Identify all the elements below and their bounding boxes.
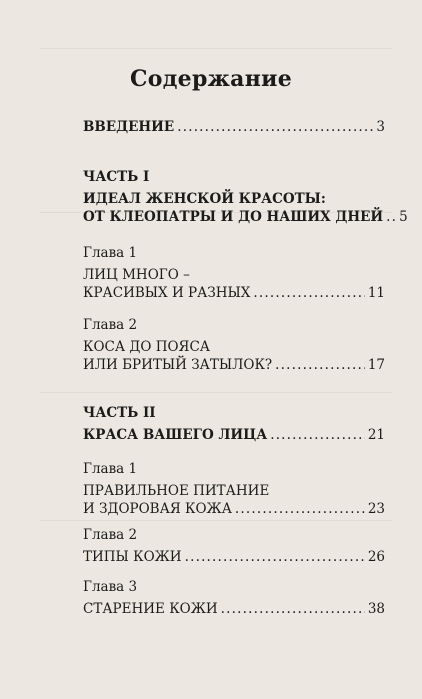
page-number: 11	[367, 285, 385, 301]
toc-line	[83, 284, 385, 302]
toc-title-line: И ЗДОРОВАЯ КОЖА	[83, 501, 232, 517]
toc-entry-introduction	[83, 118, 385, 136]
toc-title-line: ТИПЫ КОЖИ	[83, 549, 182, 565]
toc-entry-part-2	[83, 404, 385, 444]
toc-entry-part-2-chapter-1	[83, 460, 385, 518]
toc-title-line: ВВЕДЕНИЕ	[83, 119, 175, 135]
toc-entry-part-2-chapter-3	[83, 578, 385, 618]
page-number: 21	[367, 427, 385, 443]
chapter-label: Глава 1	[83, 245, 138, 261]
page-number: 17	[367, 357, 385, 373]
part-label: ЧАСТЬ I	[83, 169, 150, 185]
page-number: 3	[376, 119, 385, 135]
toc-title-line: ПРАВИЛЬНОЕ ПИТАНИЕ	[83, 483, 270, 499]
page-title: Содержание	[129, 66, 293, 92]
toc-title-line: ИДЕАЛ ЖЕНСКОЙ КРАСОТЫ:	[83, 191, 326, 207]
page-number: 23	[367, 501, 385, 517]
page-number: 26	[367, 549, 385, 565]
chapter-label: Глава 2	[83, 527, 138, 543]
toc-line	[83, 426, 385, 444]
toc-title-line: КРАСА ВАШЕГО ЛИЦА	[83, 427, 268, 443]
toc-title-line: ЛИЦ МНОГО –	[83, 267, 190, 283]
dot-leader	[235, 500, 365, 518]
toc-title-line: КОСА ДО ПОЯСА	[83, 339, 210, 355]
bleed-through-line	[40, 520, 392, 521]
toc-title-line: КРАСИВЫХ И РАЗНЫХ	[83, 285, 251, 301]
toc-line	[83, 338, 385, 356]
page-number: 5	[399, 209, 408, 225]
toc-line	[83, 600, 385, 618]
chapter-label: Глава 3	[83, 579, 138, 595]
toc-line	[83, 266, 385, 284]
toc-line	[83, 356, 385, 374]
page-number: 38	[367, 601, 385, 617]
chapter-label: Глава 2	[83, 317, 138, 333]
toc-title-line: ИЛИ БРИТЫЙ ЗАТЫЛОК?	[83, 357, 273, 373]
toc-line	[83, 482, 385, 500]
toc-line	[83, 118, 385, 136]
toc-entry-part-2-chapter-2	[83, 526, 385, 566]
toc-title-line: СТАРЕНИЕ КОЖИ	[83, 601, 218, 617]
part-label: ЧАСТЬ II	[83, 405, 156, 421]
chapter-label: Глава 1	[83, 461, 138, 477]
dot-leader	[270, 426, 365, 444]
toc-title-line: ОТ КЛЕОПАТРЫ И ДО НАШИХ ДНЕЙ	[83, 209, 384, 225]
toc-line	[83, 190, 385, 208]
bleed-through-line	[40, 392, 392, 393]
dot-leader	[177, 118, 373, 136]
toc-entry-part-1-chapter-1	[83, 244, 385, 302]
toc-entry-part-1-chapter-2	[83, 316, 385, 374]
dot-leader	[275, 356, 365, 374]
dot-leader	[386, 208, 396, 226]
toc-line	[83, 500, 385, 518]
dot-leader	[185, 548, 365, 566]
bleed-through-line	[40, 48, 392, 49]
toc-entry-part-1	[83, 168, 408, 226]
dot-leader	[253, 284, 364, 302]
toc-line	[83, 208, 408, 226]
toc-line	[83, 548, 385, 566]
dot-leader	[221, 600, 365, 618]
